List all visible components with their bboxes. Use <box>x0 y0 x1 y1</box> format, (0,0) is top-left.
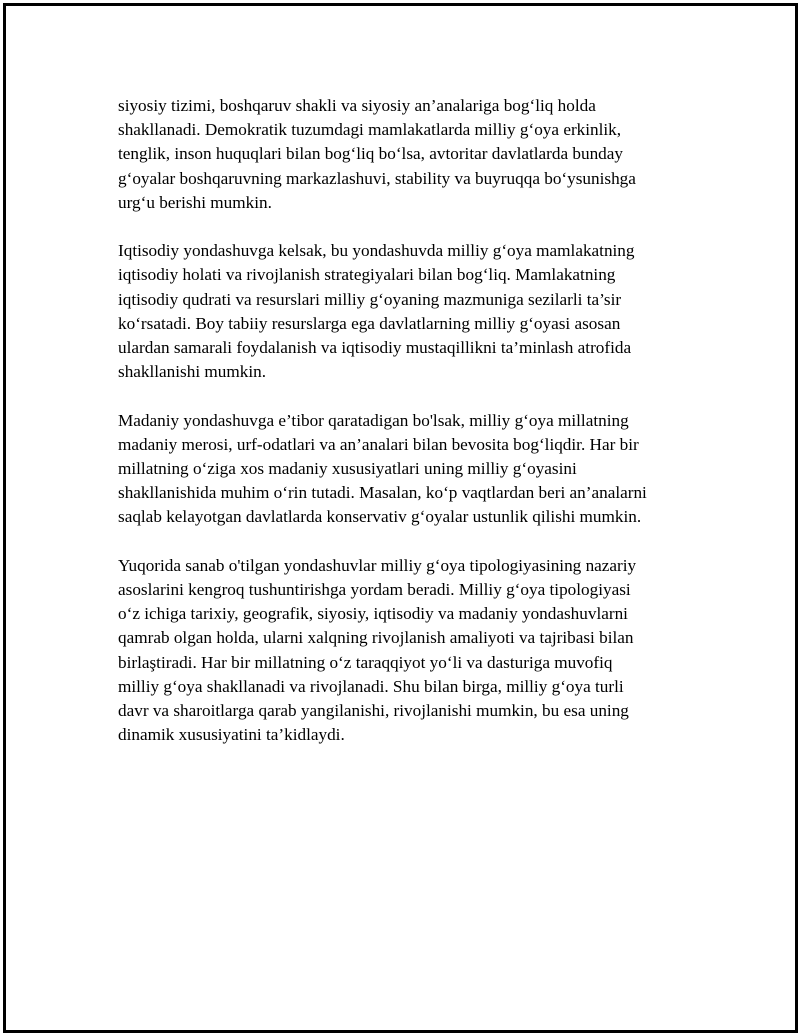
text-line: millatning o‘ziga xos madaniy xususiyatlari uning milliy g‘oyasini <box>118 459 577 479</box>
paragraph-economic <box>118 239 703 384</box>
text-line: madaniy merosi, urf-odatlari va an’analari bilan bevosita bog‘liqdir. Har bir <box>118 434 639 454</box>
paragraph-cultural <box>118 409 703 530</box>
text-line: siyosiy tizimi, boshqaruv shakli va siyosiy an’analariga bog‘liq holda <box>118 96 596 115</box>
text-line: milliy g‘oya shakllanadi va rivojlanadi. Shu bilan birga, milliy g‘oya turli <box>118 676 624 696</box>
text-line: iqtisodiy qudrati va resurslari milliy g‘oyaning mazmuniga sezilarli ta’sir <box>118 289 622 309</box>
text-line: asoslarini kengroq tushuntirishga yordam beradi. Milliy g‘oya tipologiyasi <box>118 580 631 600</box>
document-body <box>118 94 703 772</box>
text-line: Madaniy yondashuvga e’tibor qaratadigan bo'lsak, milliy g‘oya millatning <box>118 410 629 430</box>
text-line: shakllanishida muhim o‘rin tutadi. Masalan, ko‘p vaqtlardan beri an’analarni <box>118 483 647 503</box>
text-line: ulardan samarali foydalanish va iqtisodiy mustaqillikni ta’minlash atrofida <box>118 338 632 358</box>
text-line: saqlab kelayotgan davlatlarda konservativ g‘oyalar ustunlik qilishi mumkin. <box>118 507 642 527</box>
paragraph-political <box>118 94 703 215</box>
text-line: tenglik, inson huquqlari bilan bog‘liq bo‘lsa, avtoritar davlatlarda bunday <box>118 144 624 164</box>
paragraph-summary <box>118 554 703 748</box>
text-line: ko‘rsatadi. Boy tabiiy resurslarga ega davlatlarning milliy g‘oyasi asosan <box>118 313 621 333</box>
text-line: urg‘u berishi mumkin. <box>118 192 272 212</box>
text-line: shakllanishi mumkin. <box>118 362 266 382</box>
text-line: Yuqorida sanab o'tilgan yondashuvlar milliy g‘oya tipologiyasining nazariy <box>118 555 637 575</box>
text-line: iqtisodiy holati va rivojlanish strategiyalari bilan bog‘liq. Mamlakatning <box>118 265 616 285</box>
text-line: shakllanadi. Demokratik tuzumdagi mamlakatlarda milliy g‘oya erkinlik, <box>118 120 622 140</box>
text-line: davr va sharoitlarga qarab yangilanishi, rivojlanishi mumkin, bu esa uning <box>118 701 629 721</box>
text-line: g‘oyalar boshqaruvning markazlashuvi, stability va buyruqqa bo‘ysunishga <box>118 168 636 188</box>
text-line: birlaştiradi. Har bir millatning o‘z taraqqiyot yo‘li va dasturiga muvofiq <box>118 652 613 672</box>
text-line: o‘z ichiga tarixiy, geografik, siyosiy, iqtisodiy va madaniy yondashuvlarni <box>118 604 628 624</box>
text-line: Iqtisodiy yondashuvga kelsak, bu yondashuvda milliy g‘oya mamlakatning <box>118 241 635 261</box>
text-line: qamrab olgan holda, ularni xalqning rivojlanish amaliyoti va tajribasi bilan <box>118 628 634 648</box>
text-line: dinamik xususiyatini ta’kidlaydi. <box>118 725 345 745</box>
